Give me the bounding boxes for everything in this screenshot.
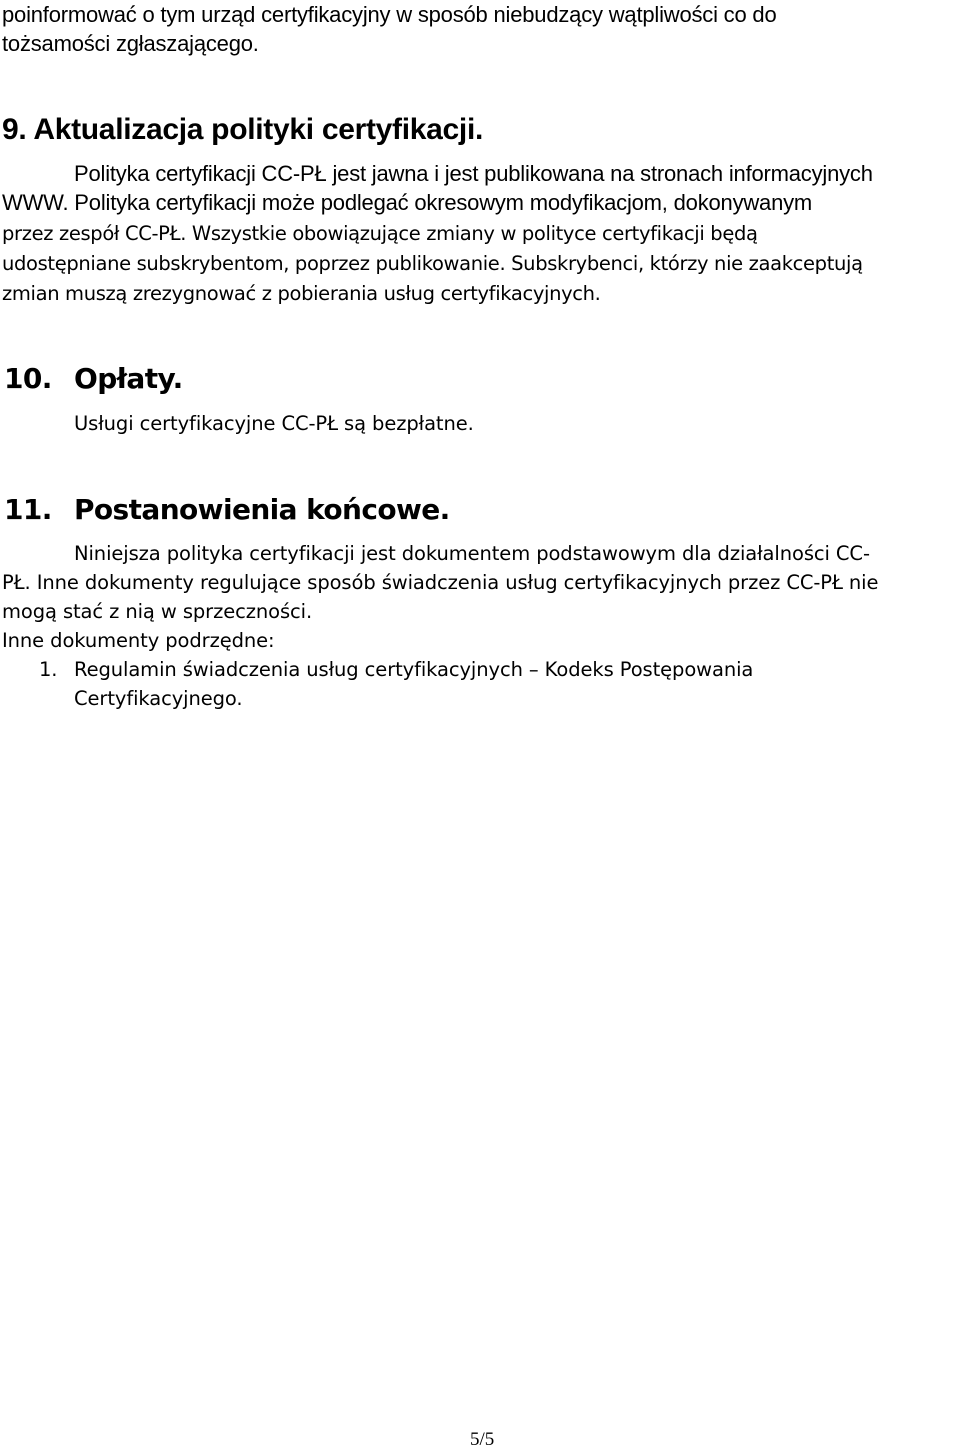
list-item-marker: 1.: [39, 658, 58, 681]
page-number: 5/5: [470, 1429, 495, 1450]
intro-line-2: tożsamości zgłaszającego.: [2, 31, 259, 56]
section-11-line-2: PŁ. Inne dokumenty regulujące sposób świadczenia usług certyfikacyjnych przez CC-PŁ nie: [2, 571, 879, 594]
section-10-title: Opłaty.: [74, 362, 183, 395]
section-9-heading: 9. Aktualizacja polityki certyfikacji.: [2, 113, 484, 146]
list-item-line-2: Certyfikacyjnego.: [74, 687, 243, 710]
intro-line-1: poinformować o tym urząd certyfikacyjny w sposób niebudzący wątpliwości co do: [2, 2, 777, 27]
section-9-line-4: udostępniane subskrybentom, poprzez publikowanie. Subskrybenci, którzy nie zaakceptują: [2, 252, 863, 275]
section-9-line-3: przez zespół CC-PŁ. Wszystkie obowiązujące zmiany w polityce certyfikacji będą: [2, 222, 758, 245]
section-11-line-3: mogą stać z nią w sprzeczności.: [2, 600, 313, 623]
section-11-line-1: Niniejsza polityka certyfikacji jest dokumentem podstawowym dla działalności CC-: [74, 542, 870, 565]
section-11-line-4: Inne dokumenty podrzędne:: [2, 629, 275, 652]
section-9-line-5: zmian muszą zrezygnować z pobierania usług certyfikacyjnych.: [2, 282, 601, 305]
section-11-number: 11.: [4, 493, 52, 526]
section-9-line-2: WWW. Polityka certyfikacji może podlegać okresowym modyfikacjom, dokonywanym: [2, 190, 813, 215]
section-11-title: Postanowienia końcowe.: [74, 493, 450, 526]
section-10-number: 10.: [4, 362, 52, 395]
section-10-text: Usługi certyfikacyjne CC-PŁ są bezpłatne.: [74, 412, 474, 435]
section-9-line-1: Polityka certyfikacji CC-PŁ jest jawna i jest publikowana na stronach informacyjnych: [74, 161, 873, 186]
list-item-line-1: Regulamin świadczenia usług certyfikacyjnych – Kodeks Postępowania: [74, 658, 754, 681]
